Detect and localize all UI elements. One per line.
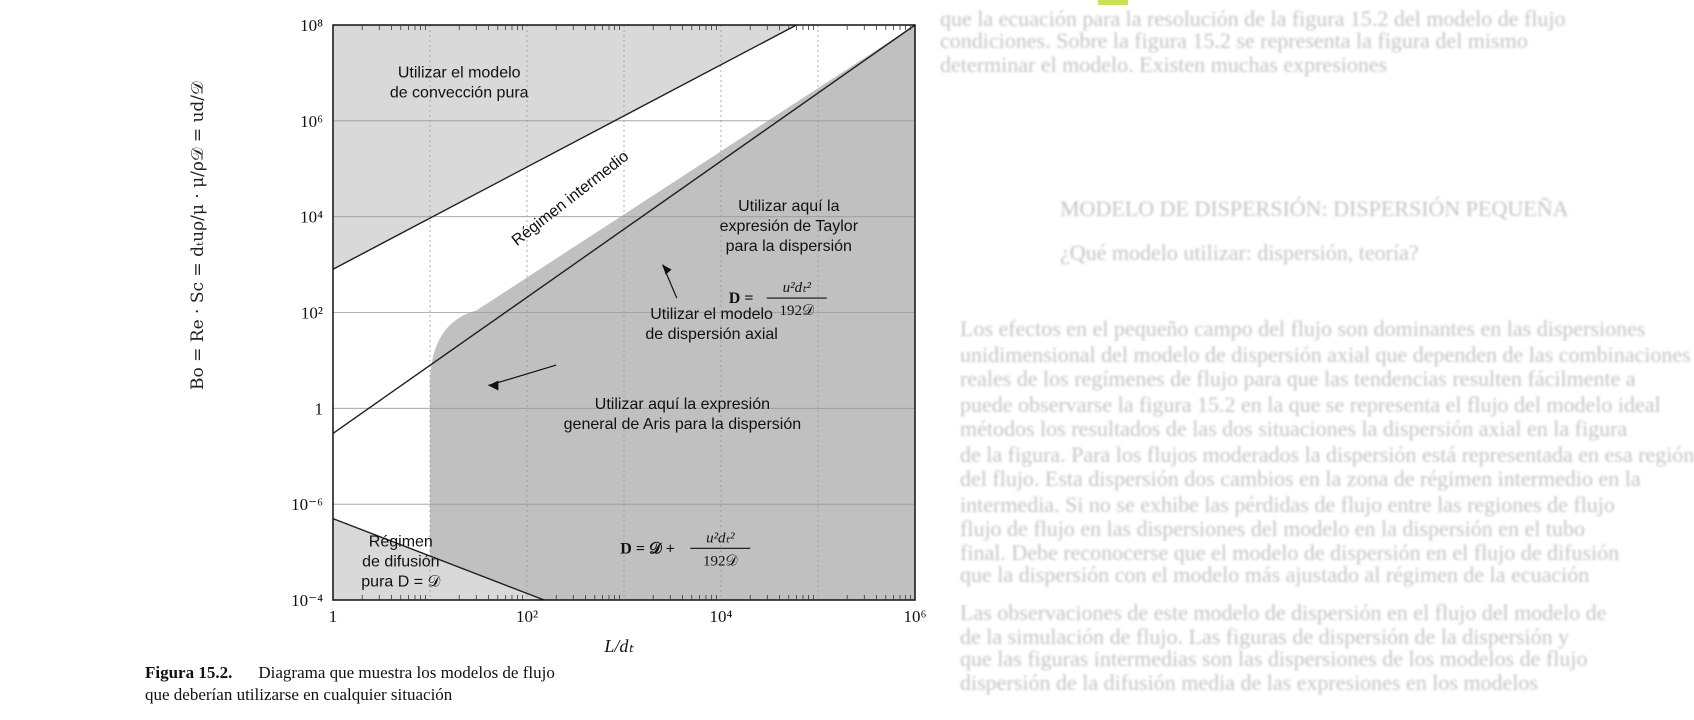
y-tick-label: 10⁴ [300,207,323,227]
caption-line-2: que deberían utilizarse en cualquier situación [145,685,453,704]
x-tick-label: 10⁴ [709,607,733,626]
region-label-line: de difusión [362,553,440,571]
region-label-line: de dispersión axial [645,326,778,344]
background-line: MODELO DE DISPERSIÓN: DISPERSIÓN PEQUEÑA [1060,196,1569,221]
x-tick-label: 10² [515,607,539,626]
region-label-6 [361,534,440,591]
background-line: ¿Qué modelo utilizar: dispersión, teoría? [1060,240,1419,265]
y-axis-label: Bo = Re · Sc = dₜuρ/μ · μ/ρ𝒟 = ud/𝒟 [188,81,208,390]
figure-caption [145,662,845,706]
region-label-line: para la dispersión [725,238,852,256]
region-label-line: general de Aris para la dispersión [563,415,802,433]
region-label-line: pura D = 𝒟 [361,573,441,591]
y-tick-label: 10² [300,303,323,323]
formula-numerator: u²dₜ² [782,280,812,297]
background-line: condiciones. Sobre la figura 15.2 se representa la figura del mismo [940,28,1528,53]
x-tick-label: 1 [328,607,338,626]
y-tick-label: 10⁶ [300,111,323,131]
background-line: del flujo. Esta dispersión dos cambios en la zona de régimen intermedio en la [960,466,1641,491]
background-line: que las figuras intermedias son las dispersiones de los modelos de flujo [960,646,1588,671]
y-tick-label: 10⁻⁴ [291,591,323,610]
region-label-line: Régimen [368,533,433,551]
formula-lhs: D = [728,290,754,308]
y-axis-label-wrap [168,81,228,400]
formula-lhs: D = 𝒟 + [620,540,675,558]
y-tick-label: 10⁻⁶ [291,495,323,515]
background-line: métodos los resultados de las dos situaciones la dispersión axial en la figura [960,416,1628,441]
background-line: que la ecuación para la resolución de la figura 15.2 del modelo de flujo [940,6,1566,31]
background-line: determinar el modelo. Existen muchas expresiones [940,52,1388,77]
caption-line-1: Diagrama que muestra los modelos de flujo [258,663,555,682]
region-label-line: de convección pura [389,84,529,102]
background-line: unidimensional del modelo de dispersión axial que dependen de las combinaciones [960,342,1691,367]
region-label-line: Régimen intermedio [508,147,633,250]
background-line: puede observarse la figura 15.2 en la que se representa el flujo del modelo ideal [960,392,1661,417]
background-line: Las observaciones de este modelo de dispersión en el flujo del modelo de [960,600,1607,625]
y-tick-label: 10⁸ [300,16,323,35]
background-line: de la figura. Para los flujos moderados la dispersión está representada en esa región [960,442,1694,467]
background-line: de la simulación de flujo. Las figuras de dispersión de la dispersión y [960,624,1570,649]
x-tick-label: 10⁶ [903,607,927,626]
background-line: reales de los regímenes de flujo para que las tendencias resulten fácilmente a [960,366,1636,391]
background-line: flujo de flujo en las dispersiones del modelo en la dispersión en el tubo [960,516,1586,541]
formula-denominator: 192𝒟 [779,303,815,320]
background-line: que la dispersión con el modelo más ajustado al régimen de la ecuación [960,562,1590,587]
region-label-line: expresión de Taylor [719,218,859,236]
region-label-line: Utilizar aquí la [738,198,840,216]
background-line: Los efectos en el pequeño campo del flujo son dominantes en las dispersiones [960,316,1646,341]
background-line: final. Debe reconocerse que el modelo de dispersión en el flujo de difusión [960,540,1620,565]
caption-lead: Figura 15.2. [145,663,233,682]
background-line: intermedia. Si no se exhibe las pérdidas de flujo entre las regiones de flujo [960,492,1615,517]
region-label-line: Utilizar el modelo [650,306,773,324]
background-line: dispersión de la difusión media de las expresiones en los modelos [960,670,1538,695]
formula-numerator: u²dₜ² [706,530,735,547]
y-tick-label: 1 [314,399,323,419]
region-label-line: Utilizar el modelo [397,64,521,82]
formula-denominator: 192𝒟 [703,553,738,570]
region-label-line: Utilizar aquí la expresión [594,395,771,413]
region-label-3 [720,198,859,255]
x-axis-label: L/dₜ [604,636,634,656]
